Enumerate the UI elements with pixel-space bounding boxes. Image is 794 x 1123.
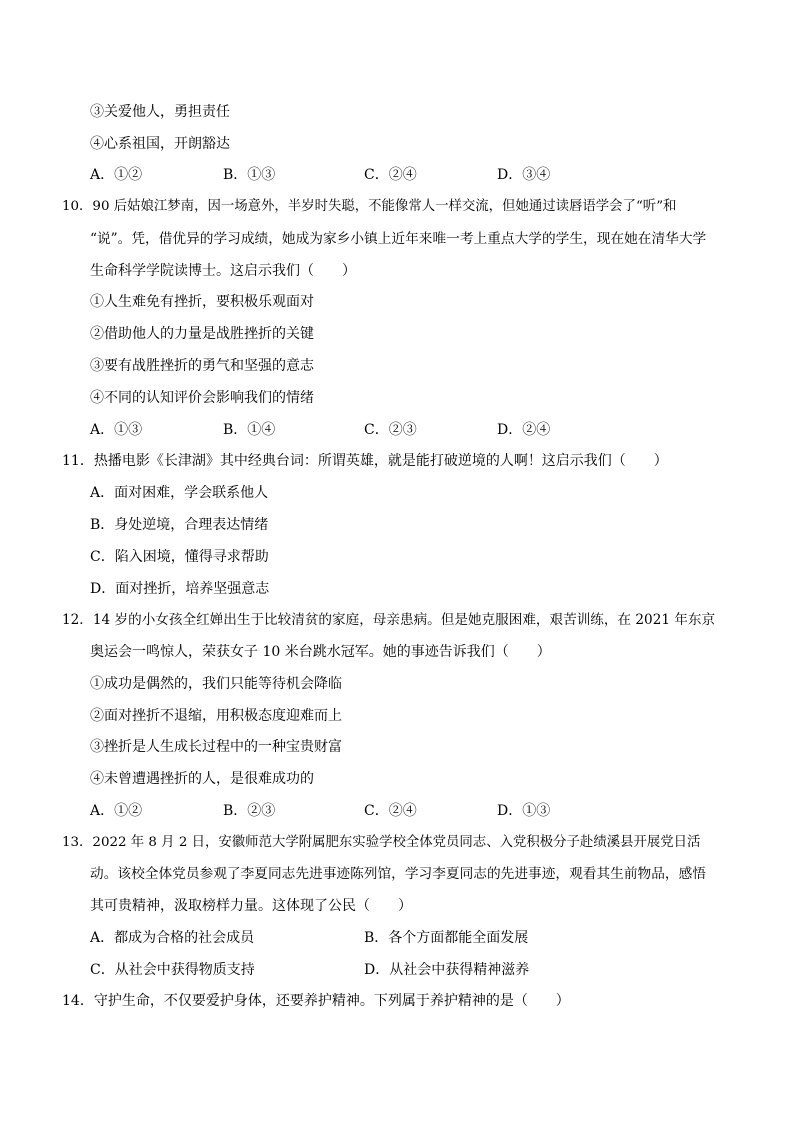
q12-statement-2: ②面对挫折不退缩，用积极态度迎难而上 bbox=[90, 708, 342, 724]
q11-option-b: B．身处逆境，合理表达情绪 bbox=[90, 517, 269, 533]
q12-stem-line-1: 12．14 岁的小女孩全红婵出生于比较清贫的家庭，母亲患病。但是她克服困难，艰苦训练，在 2021 年东京 bbox=[62, 612, 716, 628]
q10-choice-a: A．①③ bbox=[90, 422, 143, 438]
q11-option-c: C．陷入困境，懂得寻求帮助 bbox=[90, 549, 269, 565]
q12-choice-a: A．①② bbox=[90, 803, 143, 819]
q10-stem-line-3: 生命科学学院读博士。这启示我们（ ） bbox=[90, 263, 356, 279]
q9-statement-4: ④心系祖国，开朗豁达 bbox=[90, 136, 230, 152]
q13-stem-line-2: 动。该校全体党员参观了李夏同志先进事迹陈列馆，学习李夏同志的先进事迹，观看其生前物品，感悟 bbox=[90, 866, 706, 882]
q9-choice-c: C．②④ bbox=[364, 167, 417, 183]
q10-statement-2: ②借助他人的力量是战胜挫折的关键 bbox=[90, 326, 314, 342]
q13-option-d: D．从社会中获得精神滋养 bbox=[364, 962, 530, 978]
q14-stem-line-1: 14．守护生命，不仅要爱护身体，还要养护精神。下列属于养护精神的是（ ） bbox=[62, 993, 570, 1009]
q10-statement-3: ③要有战胜挫折的勇气和坚强的意志 bbox=[90, 358, 314, 374]
q11-option-d: D．面对挫折，培养坚强意志 bbox=[90, 581, 270, 597]
q13-stem-line-1: 13．2022 年 8 月 2 日，安徽师范大学附属肥东实验学校全体党员同志、入党积极分子赴绩溪县开展党日活 bbox=[62, 835, 701, 850]
q10-statement-1: ①人生难免有挫折，要积极乐观面对 bbox=[90, 294, 314, 310]
q9-choice-a: A．①② bbox=[90, 167, 143, 183]
q12-choice-b: B．②③ bbox=[223, 803, 276, 819]
q10-choice-d: D．②④ bbox=[497, 422, 551, 438]
q9-choice-d: D．③④ bbox=[497, 167, 551, 183]
q13-option-b: B．各个方面都能全面发展 bbox=[364, 930, 529, 946]
q12-choice-c: C．②④ bbox=[364, 803, 417, 819]
q10-choice-c: C．②③ bbox=[364, 422, 417, 438]
q13-option-c: C．从社会中获得物质支持 bbox=[90, 962, 255, 978]
q13-stem-line-3: 其可贵精神，汲取榜样力量。这体现了公民（ ） bbox=[90, 898, 412, 914]
q12-statement-1: ①成功是偶然的，我们只能等待机会降临 bbox=[90, 676, 342, 692]
q9-statement-3: ③关爱他人，勇担责任 bbox=[90, 104, 230, 120]
q10-stem-line-1: 10．90 后姑娘江梦南，因一场意外，半岁时失聪，不能像常人一样交流，但她通过读唇语学会了“听”和 bbox=[62, 199, 677, 214]
q12-statement-3: ③挫折是人生成长过程中的一种宝贵财富 bbox=[90, 739, 342, 755]
q11-stem-line-1: 11．热播电影《长津湖》其中经典台词：所谓英雄，就是能打破逆境的人啊！这启示我们（ ） bbox=[62, 453, 668, 469]
q12-choice-d: D．①③ bbox=[497, 803, 551, 819]
q9-choice-b: B．①③ bbox=[223, 167, 276, 183]
q10-stem-line-2: “说”。凭，借优异的学习成绩，她成为家乡小镇上近年来唯一考上重点大学的学生，现在她在清华大学 bbox=[90, 231, 707, 247]
q10-choice-b: B．①④ bbox=[223, 422, 276, 438]
q13-option-a: A．都成为合格的社会成员 bbox=[90, 930, 255, 946]
q12-stem-line-2: 奥运会一鸣惊人，荣获女子 10 米台跳水冠军。她的事迹告诉我们（ ） bbox=[90, 644, 551, 660]
q12-statement-4: ④未曾遭遇挫折的人，是很难成功的 bbox=[90, 771, 314, 787]
q11-option-a: A．面对困难，学会联系他人 bbox=[90, 485, 269, 501]
q10-statement-4: ④不同的认知评价会影响我们的情绪 bbox=[90, 390, 314, 406]
